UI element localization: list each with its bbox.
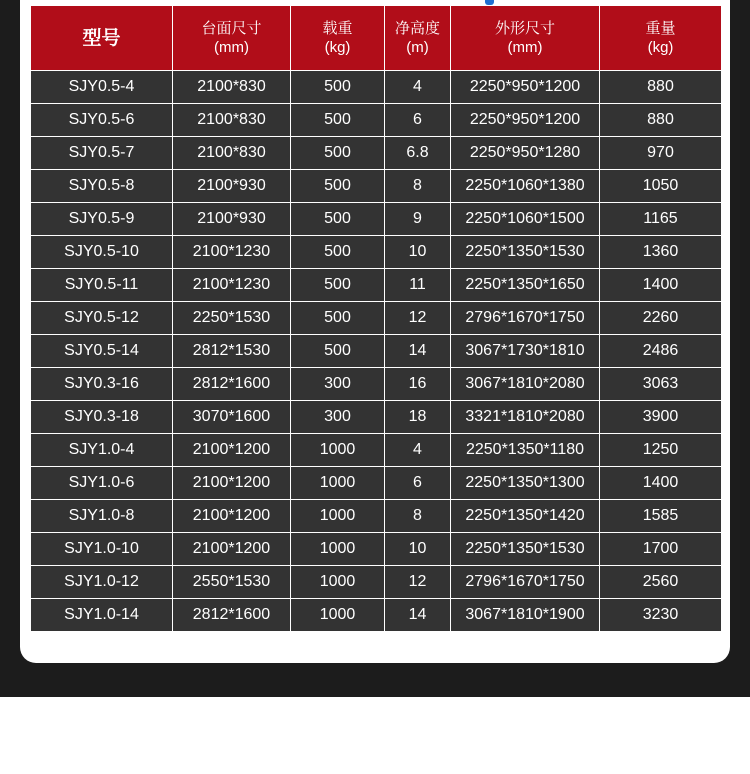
weight-cell: 1050 xyxy=(600,170,722,203)
net-height-cell: 14 xyxy=(385,335,451,368)
overall-size-cell: 2250*1350*1530 xyxy=(451,533,600,566)
header-label: 外形尺寸 xyxy=(494,20,555,37)
load-cell: 500 xyxy=(291,170,385,203)
header-load xyxy=(291,6,385,71)
load-cell: 500 xyxy=(291,236,385,269)
model-cell: SJY0.5-10 xyxy=(31,236,173,269)
model-cell: SJY1.0-6 xyxy=(31,467,173,500)
net-height-cell: 16 xyxy=(385,368,451,401)
table-row xyxy=(31,467,722,500)
net-height-cell: 12 xyxy=(385,566,451,599)
weight-cell: 2260 xyxy=(600,302,722,335)
net-height-cell: 8 xyxy=(385,170,451,203)
model-cell: SJY1.0-10 xyxy=(31,533,173,566)
weight-cell: 1400 xyxy=(600,467,722,500)
weight-cell: 1585 xyxy=(600,500,722,533)
platform-size-cell: 2812*1600 xyxy=(173,368,291,401)
table-row xyxy=(31,335,722,368)
model-cell: SJY0.5-7 xyxy=(31,137,173,170)
overall-size-cell: 3067*1810*1900 xyxy=(451,599,600,632)
weight-cell: 880 xyxy=(600,71,722,104)
header-platform-size xyxy=(173,6,291,71)
table-row xyxy=(31,434,722,467)
load-cell: 1000 xyxy=(291,566,385,599)
load-cell: 500 xyxy=(291,71,385,104)
net-height-cell: 18 xyxy=(385,401,451,434)
load-cell: 500 xyxy=(291,203,385,236)
model-cell: SJY0.3-16 xyxy=(31,368,173,401)
overall-size-cell: 2250*1350*1300 xyxy=(451,467,600,500)
net-height-cell: 4 xyxy=(385,434,451,467)
load-cell: 500 xyxy=(291,137,385,170)
load-cell: 300 xyxy=(291,368,385,401)
overall-size-cell: 2250*1350*1420 xyxy=(451,500,600,533)
header-unit: (kg) xyxy=(647,39,674,56)
table-row xyxy=(31,71,722,104)
model-cell: SJY1.0-8 xyxy=(31,500,173,533)
weight-cell: 880 xyxy=(600,104,722,137)
net-height-cell: 6 xyxy=(385,104,451,137)
weight-cell: 1400 xyxy=(600,269,722,302)
model-cell: SJY1.0-4 xyxy=(31,434,173,467)
net-height-cell: 14 xyxy=(385,599,451,632)
platform-size-cell: 2550*1530 xyxy=(173,566,291,599)
model-cell: SJY0.5-6 xyxy=(31,104,173,137)
overall-size-cell: 3321*1810*2080 xyxy=(451,401,600,434)
table-row xyxy=(31,137,722,170)
model-cell: SJY0.5-11 xyxy=(31,269,173,302)
platform-size-cell: 2100*830 xyxy=(173,104,291,137)
model-cell: SJY0.5-8 xyxy=(31,170,173,203)
header-model xyxy=(31,6,173,71)
load-cell: 1000 xyxy=(291,500,385,533)
header-label: 台面尺寸 xyxy=(201,20,262,37)
header-unit: (mm) xyxy=(214,39,249,56)
load-cell: 500 xyxy=(291,335,385,368)
table-row xyxy=(31,500,722,533)
platform-size-cell: 2100*1200 xyxy=(173,500,291,533)
net-height-cell: 12 xyxy=(385,302,451,335)
weight-cell: 3230 xyxy=(600,599,722,632)
weight-cell: 970 xyxy=(600,137,722,170)
table-row xyxy=(31,599,722,632)
net-height-cell: 10 xyxy=(385,533,451,566)
table-row xyxy=(31,269,722,302)
overall-size-cell: 2250*950*1280 xyxy=(451,137,600,170)
weight-cell: 3063 xyxy=(600,368,722,401)
load-cell: 1000 xyxy=(291,533,385,566)
table-body xyxy=(31,71,722,632)
overall-size-cell: 2250*1350*1530 xyxy=(451,236,600,269)
header-label: 重量 xyxy=(645,20,676,37)
net-height-cell: 6.8 xyxy=(385,137,451,170)
load-cell: 1000 xyxy=(291,467,385,500)
table-row xyxy=(31,302,722,335)
weight-cell: 1250 xyxy=(600,434,722,467)
overall-size-cell: 2796*1670*1750 xyxy=(451,566,600,599)
net-height-cell: 11 xyxy=(385,269,451,302)
table-row xyxy=(31,368,722,401)
platform-size-cell: 2250*1530 xyxy=(173,302,291,335)
net-height-cell: 8 xyxy=(385,500,451,533)
net-height-cell: 10 xyxy=(385,236,451,269)
header-label: 净高度 xyxy=(394,20,440,37)
load-cell: 1000 xyxy=(291,599,385,632)
weight-cell: 1360 xyxy=(600,236,722,269)
table-row xyxy=(31,104,722,137)
weight-cell: 2560 xyxy=(600,566,722,599)
overall-size-cell: 2250*950*1200 xyxy=(451,104,600,137)
model-cell: SJY0.5-12 xyxy=(31,302,173,335)
header-unit: (kg) xyxy=(324,39,351,56)
weight-cell: 1165 xyxy=(600,203,722,236)
platform-size-cell: 2812*1530 xyxy=(173,335,291,368)
model-cell: SJY0.5-14 xyxy=(31,335,173,368)
model-cell: SJY1.0-14 xyxy=(31,599,173,632)
overall-size-cell: 2250*1060*1500 xyxy=(451,203,600,236)
overall-size-cell: 2250*950*1200 xyxy=(451,71,600,104)
table-row xyxy=(31,170,722,203)
platform-size-cell: 2812*1600 xyxy=(173,599,291,632)
table-row xyxy=(31,566,722,599)
overall-size-cell: 2250*1060*1380 xyxy=(451,170,600,203)
header-unit: (m) xyxy=(406,39,429,56)
weight-cell: 2486 xyxy=(600,335,722,368)
net-height-cell: 4 xyxy=(385,71,451,104)
table-row xyxy=(31,533,722,566)
load-cell: 500 xyxy=(291,302,385,335)
model-cell: SJY1.0-12 xyxy=(31,566,173,599)
header-unit: (mm) xyxy=(507,39,543,56)
model-cell: SJY0.5-4 xyxy=(31,71,173,104)
load-cell: 1000 xyxy=(291,434,385,467)
load-cell: 300 xyxy=(291,401,385,434)
weight-cell: 3900 xyxy=(600,401,722,434)
overall-size-cell: 3067*1810*2080 xyxy=(451,368,600,401)
header-weight xyxy=(600,6,722,71)
platform-size-cell: 2100*1200 xyxy=(173,467,291,500)
weight-cell: 1700 xyxy=(600,533,722,566)
header-net-height xyxy=(385,6,451,71)
platform-size-cell: 2100*930 xyxy=(173,203,291,236)
platform-size-cell: 2100*930 xyxy=(173,170,291,203)
load-cell: 500 xyxy=(291,104,385,137)
spec-table xyxy=(30,5,722,632)
header-overall-size xyxy=(451,6,600,71)
platform-size-cell: 2100*830 xyxy=(173,71,291,104)
table-header-row xyxy=(31,6,722,71)
net-height-cell: 6 xyxy=(385,467,451,500)
model-cell: SJY0.3-18 xyxy=(31,401,173,434)
platform-size-cell: 2100*1200 xyxy=(173,533,291,566)
overall-size-cell: 2250*1350*1650 xyxy=(451,269,600,302)
platform-size-cell: 2100*830 xyxy=(173,137,291,170)
platform-size-cell: 3070*1600 xyxy=(173,401,291,434)
table-row xyxy=(31,236,722,269)
overall-size-cell: 2250*1350*1180 xyxy=(451,434,600,467)
overall-size-cell: 3067*1730*1810 xyxy=(451,335,600,368)
net-height-cell: 9 xyxy=(385,203,451,236)
header-label: 型号 xyxy=(82,27,121,49)
table-row xyxy=(31,401,722,434)
overall-size-cell: 2796*1670*1750 xyxy=(451,302,600,335)
platform-size-cell: 2100*1230 xyxy=(173,236,291,269)
model-cell: SJY0.5-9 xyxy=(31,203,173,236)
table-row xyxy=(31,203,722,236)
load-cell: 500 xyxy=(291,269,385,302)
platform-size-cell: 2100*1230 xyxy=(173,269,291,302)
platform-size-cell: 2100*1200 xyxy=(173,434,291,467)
header-label: 载重 xyxy=(322,20,353,37)
